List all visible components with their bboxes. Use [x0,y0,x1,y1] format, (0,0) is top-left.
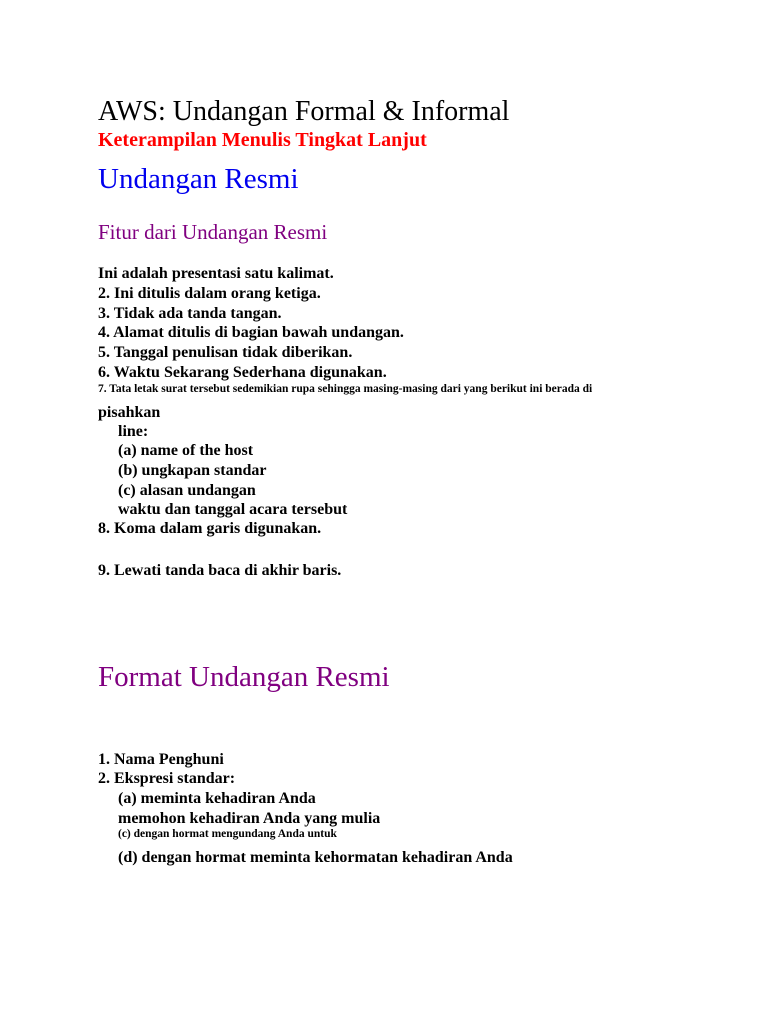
format-item-2: 2. Ekspresi standar: [98,770,236,787]
feature-item-6: 6. Waktu Sekarang Sederhana digunakan. [98,364,387,381]
feature-item-7-continuation: pisahkan [98,404,161,421]
feature-item-5: 5. Tanggal penulisan tidak diberikan. [98,344,353,361]
feature-item-7: 7. Tata letak surat tersebut sedemikian rupa sehingga masing-masing dari yang berikut ini berada di [98,383,593,395]
feature-item-8: 8. Koma dalam garis digunakan. [98,520,322,537]
feature-subitem-d: waktu dan tanggal acara tersebut [118,501,348,518]
format-subitem-b: memohon kehadiran Anda yang mulia [118,810,381,827]
format-subitem-a: (a) meminta kehadiran Anda [118,790,316,807]
feature-subitem-c: (c) alasan undangan [118,482,256,499]
features-heading: Fitur dari Undangan Resmi [98,220,328,244]
section-heading-undangan-resmi: Undangan Resmi [98,163,299,195]
feature-item-9: 9. Lewati tanda baca di akhir baris. [98,562,342,579]
format-subitem-d: (d) dengan hormat meminta kehormatan kehadiran Anda [118,849,513,866]
feature-subitem-a: (a) name of the host [118,442,254,459]
feature-item-2: 2. Ini ditulis dalam orang ketiga. [98,285,321,302]
format-subitem-c: (c) dengan hormat mengundang Anda untuk [118,828,337,840]
feature-item-1: Ini adalah presentasi satu kalimat. [98,265,334,282]
feature-item-7-line: line: [118,423,149,440]
format-item-1: 1. Nama Penghuni [98,751,224,768]
feature-item-4: 4. Alamat ditulis di bagian bawah undangan. [98,324,404,341]
document-subtitle: Keterampilan Menulis Tingkat Lanjut [98,129,427,151]
document-title: AWS: Undangan Formal & Informal [98,96,510,127]
format-heading: Format Undangan Resmi [98,661,390,693]
feature-subitem-b: (b) ungkapan standar [118,462,267,479]
feature-item-3: 3. Tidak ada tanda tangan. [98,305,282,322]
